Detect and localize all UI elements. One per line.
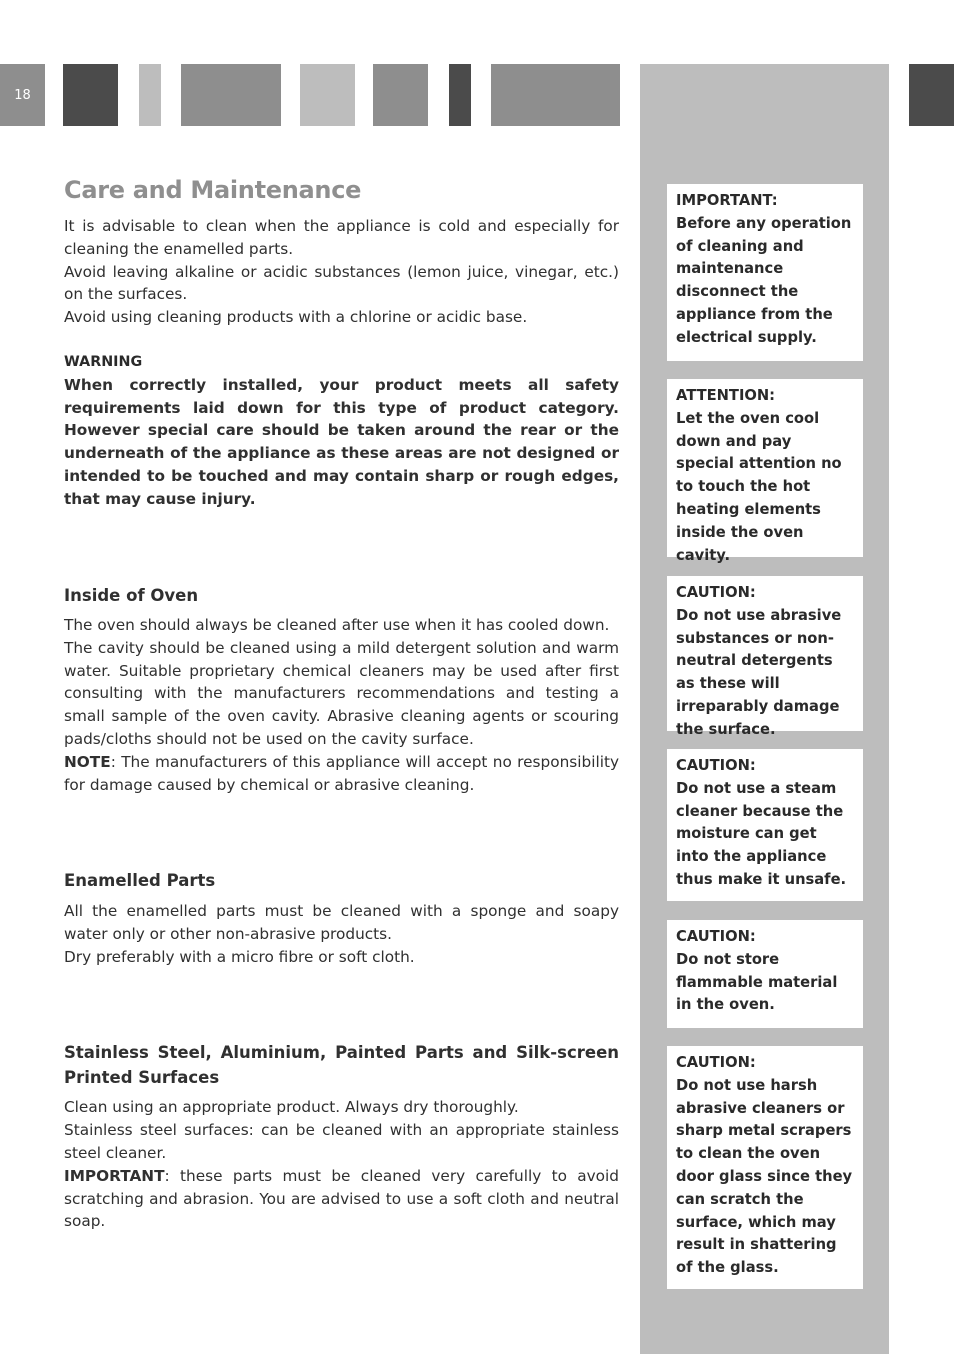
note-label: NOTE [64, 752, 111, 771]
paragraph: The cavity should be cleaned using a mild detergent solution and warm water. Suitable proprietary chemical cleaners may be used after first consulting with the manufacturers recommendations and testing a small sample of the oven cavity. Abrasive cleaning agents or scouring pads/cloths should not be used on the cavity surface. [64, 638, 619, 749]
callout-title: CAUTION: [676, 1054, 756, 1071]
intro-paragraph: It is advisable to clean when the appliance is cold and especially for cleaning the enamelled parts. [64, 217, 619, 258]
callout-box [667, 184, 863, 361]
warning-text: When correctly installed, your product meets all safety requirements laid down for this type of product category. However special care should be taken around the rear or the underneath of the appliance as these areas are not designed or intended to be touched and may contain sharp or rough edges, that may cause injury. [64, 375, 619, 508]
intro-paragraph: Avoid leaving alkaline or acidic substances (lemon juice, vinegar, etc.) on the surfaces. [64, 262, 619, 304]
important-text: : these parts must be cleaned very carefully to avoid scratching and abrasion. You are advised to use a soft cloth and neutral soap. [64, 1166, 619, 1231]
callout-text: Let the oven cool down and pay special attention no to touch the hot heating elements inside the oven cavity. [676, 409, 842, 564]
callout-box [667, 1046, 863, 1289]
callout-text: Before any operation of cleaning and maintenance disconnect the appliance from the electrical supply. [676, 214, 852, 346]
header-block [491, 64, 620, 126]
note-paragraph [64, 751, 619, 797]
main-content [64, 176, 619, 1233]
header-block [139, 64, 161, 126]
paragraph: Clean using an appropriate product. Always dry thoroughly. [64, 1098, 519, 1117]
header-block [63, 64, 118, 126]
paragraph: The oven should always be cleaned after use when it has cooled down. [64, 616, 610, 635]
callout-title: CAUTION: [676, 928, 756, 945]
callout-box [667, 749, 863, 901]
important-label: IMPORTANT [64, 1166, 165, 1185]
section-heading-inside-oven: Inside of Oven [64, 585, 199, 605]
intro-paragraph: Avoid using cleaning products with a chlorine or acidic base. [64, 308, 528, 327]
callout-text: Do not use abrasive substances or non-neutral detergents as these will irreparably damage the surface. [676, 606, 842, 738]
callout-box [667, 576, 863, 738]
page-title: Care and Maintenance [64, 176, 362, 204]
section-heading-stainless: Stainless Steel, Aluminium, Painted Parts and Silk-screen Printed Surfaces [64, 1043, 619, 1087]
header-block-right [909, 64, 954, 126]
page-number: 18 [0, 64, 45, 126]
paragraph: Stainless steel surfaces: can be cleaned with an appropriate stainless steel cleaner. [64, 1121, 619, 1162]
header-block [181, 64, 281, 126]
header-block [373, 64, 428, 126]
callout-text: Do not store flammable material in the oven. [676, 950, 838, 1014]
section-heading-enamelled: Enamelled Parts [64, 871, 216, 891]
header-block [449, 64, 471, 126]
callout-box [667, 379, 863, 564]
callout-title: IMPORTANT: [676, 192, 778, 209]
callout-title: ATTENTION: [676, 387, 776, 404]
important-paragraph [64, 1165, 619, 1233]
callout-box [667, 920, 863, 1028]
note-text: : The manufacturers of this appliance will accept no responsibility for damage caused by chemical or abrasive cleaning. [64, 752, 619, 794]
callout-text: Do not use a steam cleaner because the moisture can get into the appliance thus make it unsafe. [676, 779, 847, 888]
paragraph: Dry preferably with a micro fibre or soft cloth. [64, 947, 415, 966]
callout-title: CAUTION: [676, 584, 756, 601]
callout-text: Do not use harsh abrasive cleaners or sharp metal scrapers to clean the oven door glass since they can scratch the surface, which may result in shattering of the glass. [676, 1076, 853, 1277]
warning-title: WARNING [64, 353, 143, 370]
header-block [300, 64, 355, 126]
paragraph: All the enamelled parts must be cleaned with a sponge and soapy water only or other non-abrasive products. [64, 901, 619, 943]
callout-title: CAUTION: [676, 757, 756, 774]
